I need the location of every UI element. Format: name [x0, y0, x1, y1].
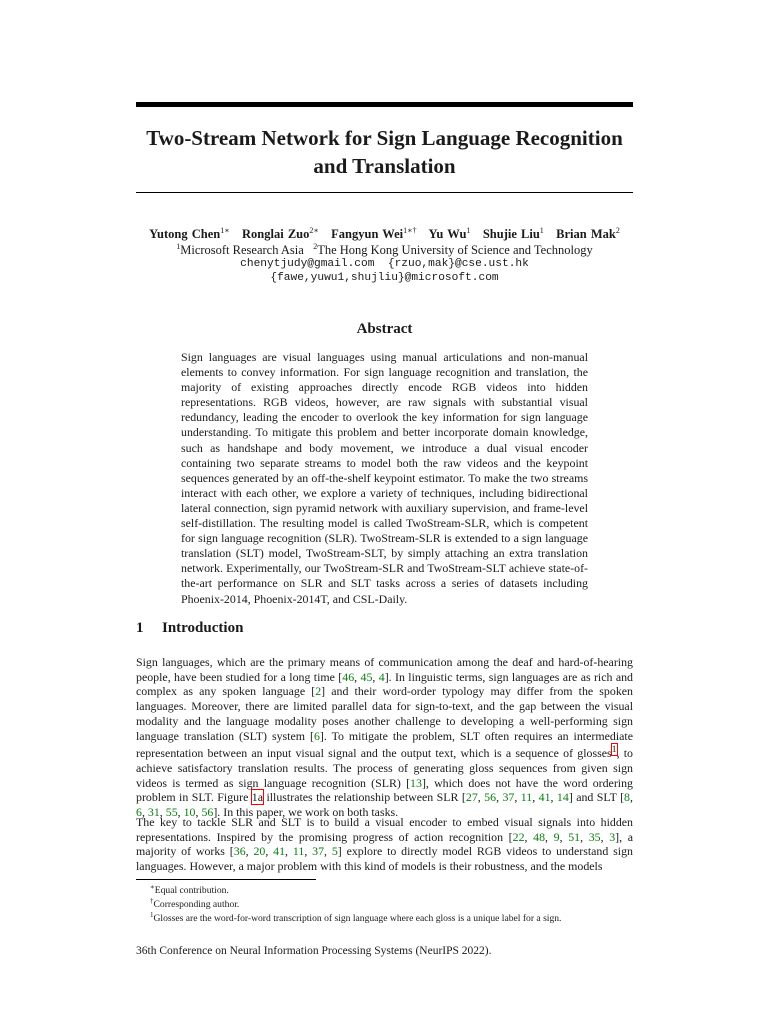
title-rule-top: [136, 102, 633, 107]
footnote-rule: [136, 879, 316, 880]
paper-title: [136, 124, 633, 180]
citation-link[interactable]: 11: [292, 844, 305, 859]
abstract-heading: Abstract: [356, 321, 413, 337]
footnote-glosses: $^1$Glosses are the word-for-word transcription of sign language where each gloss is a unique label for a sign.: [150, 911, 562, 925]
author: Fangyun Wei$^{1∗\dagger}$: [331, 226, 417, 242]
title-rule-bottom: [136, 192, 633, 193]
title-line-1: Two-Stream Network for Sign Language Recognition: [146, 126, 623, 150]
citation-link[interactable]: 14: [556, 790, 569, 805]
citation-link[interactable]: 45: [360, 669, 373, 684]
abstract-text: Sign languages are visual languages using manual articulations and non-manual elements to convey information. For sign language recognition and translation, the majority of existing approaches directly encode RGB videos into hidden representations. RGB videos, however, are raw signals with substantial visual redundancy, leading the encoder to overlook the key information for sign language understanding. To mitigate this problem and better incorporate domain knowledge, such as handshape and body movement, we introduce a dual visual encoder containing two separate streams to model both the raw videos and the keypoint sequences generated by an off-the-shelf keypoint estimator. To make the two streams interact with each other, we explore a variety of techniques, including bidirectional lateral connection, sign pyramid network with auxiliary supervision, and frame-level self-distillation. The resulting model is called TwoStream-SLR, which is competent for sign language recognition (SLR). TwoStream-SLR is extended to a sign language translation (SLT) model, TwoStream-SLT, by simply attaching an extra translation network. Experimentally, our TwoStream-SLR and TwoStream-SLT achieve state-of-the-art performance on SLR and SLT tasks across a series of datasets including Phoenix-2014, Phoenix-2014T, and CSL-Daily.: [181, 350, 588, 606]
affiliations: $^1$Microsoft Research Asia $^2$The Hong Kong University of Science and Technology: [176, 242, 593, 258]
venue-footer: 36th Conference on Neural Information Processing Systems (NeurIPS 2022).: [136, 945, 492, 957]
citation-link[interactable]: 56: [201, 805, 214, 819]
citation-link[interactable]: 41: [273, 844, 286, 859]
intro-paragraph-2: The key to tackle SLR and SLT is to build a visual encoder to embed visual signals into hidden representations. Inspired by the promising progress of action recognition [22, 48, 9, 51, 35, 3], a majority of works [36, 20, 41, 11, 37, 5] explore to directly model RGB videos to understand sign languages. However, a major problem with this kind of models is their robustness, and the models: [136, 815, 633, 874]
citation-link[interactable]: 41: [538, 790, 551, 805]
section-number: 1: [136, 620, 144, 636]
intro-paragraph-1: Sign languages, which are the primary means of communication among the deaf and hard-of-hearing people, have been studied for a long time [46, 45, 4]. In linguistic terms, sign languages are as rich and complex as any spoken language [2] and their word-order typology may differ from the spoken languages. Moreover, there are limited parallel data for sign-to-text, and the gap between the visual modality and the language modality poses another challenge to developing a well-performing sign language translation (SLT) system [6]. To mitigate the problem, SLT often requires an intermediate representation between an input visual signal and the output text, which is a sequence of glosses$^1$, to achieve satisfactory translation results. The process of generating gloss sequences from given sign videos is termed as sign language recognition (SLR) [13], which does not have the word ordering problem in SLT. Figure 1a illustrates the relationship between SLR [27, 56, 37, 11, 41, 14] and SLT [8, 6, 31, 55, 10, 56]. In this paper, we work on both tasks.: [136, 655, 633, 819]
footnote-link[interactable]: 1: [611, 744, 617, 756]
citation-link[interactable]: 51: [568, 829, 581, 844]
citation-link[interactable]: 10: [183, 805, 196, 819]
author: Brian Mak$^2$: [556, 226, 620, 242]
citation-link[interactable]: 11: [520, 790, 533, 805]
citation-link[interactable]: 22: [512, 829, 525, 844]
affiliation-1: Microsoft Research Asia: [180, 243, 304, 258]
citation-link[interactable]: 2: [315, 684, 322, 699]
citation-link[interactable]: 36: [233, 844, 246, 859]
citation-link[interactable]: 48: [533, 829, 546, 844]
email-line-1: chenytjudy@gmail.com {rzuo,mak}@cse.ust.hk: [240, 258, 529, 270]
author: Shujie Liu$^1$: [482, 226, 544, 242]
citation-link[interactable]: 31: [147, 805, 160, 819]
citation-link[interactable]: 4: [378, 669, 385, 684]
citation-link[interactable]: 13: [410, 775, 422, 790]
citation-link[interactable]: 6: [313, 728, 320, 743]
section-title: Introduction: [162, 620, 244, 636]
citation-link[interactable]: 27: [465, 790, 478, 805]
email-line-2: {fawe,yuwu1,shujliu}@microsoft.com: [270, 272, 499, 284]
citation-link[interactable]: 3: [609, 829, 616, 844]
author: Ronglai Zuo$^{2∗}$: [242, 226, 319, 242]
citation-link[interactable]: 8: [624, 790, 630, 805]
footnote-corresponding-author: †Corresponding author.: [150, 897, 240, 911]
citation-link[interactable]: 37: [312, 844, 325, 859]
citation-link[interactable]: 5: [331, 844, 338, 859]
citation-link[interactable]: 35: [588, 829, 601, 844]
section-heading-introduction: [136, 620, 243, 637]
citation-link[interactable]: 56: [484, 790, 497, 805]
title-line-2: and Translation: [313, 154, 456, 178]
author: Yu Wu$^1$: [428, 226, 471, 242]
footnote-equal-contribution: ∗Equal contribution.: [150, 883, 229, 897]
citation-link[interactable]: 6: [136, 805, 142, 819]
citation-link[interactable]: 55: [165, 805, 178, 819]
citation-link[interactable]: 46: [342, 669, 355, 684]
affiliation-2: The Hong Kong University of Science and Technology: [317, 243, 593, 258]
citation-link[interactable]: 9: [553, 829, 560, 844]
author: Yutong Chen$^{1∗}$: [149, 226, 230, 242]
citation-link[interactable]: 37: [502, 790, 515, 805]
author-list: [136, 226, 633, 242]
figure-link[interactable]: 1a: [251, 790, 264, 805]
citation-link[interactable]: 20: [253, 844, 266, 859]
